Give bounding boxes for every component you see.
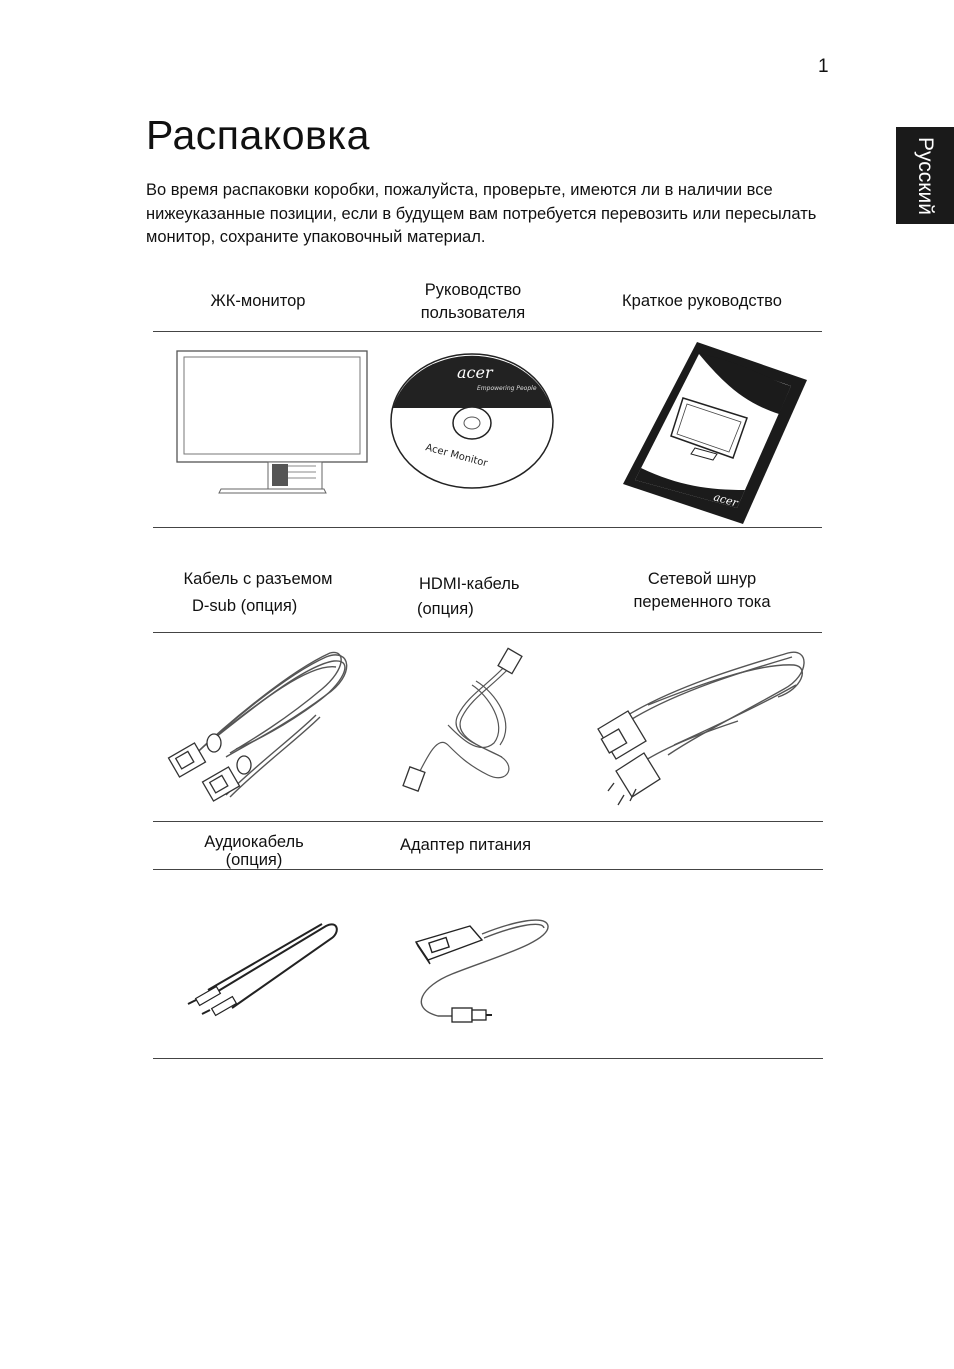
power-cord-illustration bbox=[588, 645, 810, 809]
quick-guide-booklet-illustration bbox=[619, 340, 809, 526]
table-rule bbox=[153, 821, 823, 822]
label-power-adapter: Адаптер питания bbox=[400, 836, 532, 854]
dsub-cable-illustration bbox=[166, 645, 356, 805]
label-audio-cable bbox=[186, 833, 322, 869]
label-user-guide-line2: пользователя bbox=[420, 304, 526, 322]
label-power-cord-line1: Сетевой шнур bbox=[647, 570, 757, 588]
language-tab-label: Русский bbox=[914, 136, 938, 215]
booklet-brand-text: acer bbox=[712, 490, 740, 510]
label-audio-line1: Аудиокабель bbox=[204, 833, 304, 851]
label-hdmi-line1: HDMI-кабель bbox=[419, 575, 520, 593]
label-audio-line2: (опция) bbox=[225, 851, 283, 869]
table-rule bbox=[153, 632, 822, 633]
hdmi-cable-illustration bbox=[398, 645, 538, 805]
monitor-illustration bbox=[176, 350, 370, 495]
cd-illustration bbox=[389, 352, 555, 490]
intro-paragraph: Во время распаковки коробки, пожалуйста, проверьте, имеются ли в наличии все нижеуказанные позиции, если в будущем вам потребуется перевозить или пересылать монитор, сохраните упаковочный материал. bbox=[146, 181, 817, 246]
label-dsub-cable bbox=[168, 568, 348, 618]
table-rule bbox=[153, 1058, 823, 1059]
cd-tagline-text: Empowering People bbox=[477, 385, 537, 392]
page-title: Распаковка bbox=[146, 112, 370, 158]
table-rule bbox=[153, 331, 822, 332]
cd-brand-text: acer bbox=[457, 363, 493, 382]
power-adapter-illustration bbox=[412, 912, 552, 1032]
label-power-cord bbox=[602, 568, 802, 614]
label-hdmi-line2: (опция) bbox=[417, 600, 474, 618]
label-quick-guide: Краткое руководство bbox=[622, 292, 782, 310]
table-rule bbox=[153, 869, 823, 870]
page-number: 1 bbox=[818, 56, 829, 77]
label-user-guide bbox=[398, 279, 548, 325]
cd-disc-text: Acer Monitor bbox=[424, 442, 489, 470]
table-rule bbox=[153, 527, 822, 528]
label-dsub-line2: D-sub (опция) bbox=[192, 597, 298, 615]
label-power-cord-line2: переменного тока bbox=[633, 593, 771, 611]
label-user-guide-line1: Руководство bbox=[424, 281, 522, 299]
label-lcd-monitor: ЖК-монитор bbox=[210, 292, 306, 310]
label-dsub-line1: Кабель с разъемом bbox=[183, 570, 333, 588]
audio-cable-illustration bbox=[186, 918, 340, 1022]
language-tab bbox=[896, 127, 954, 224]
label-hdmi-cable bbox=[417, 573, 567, 621]
